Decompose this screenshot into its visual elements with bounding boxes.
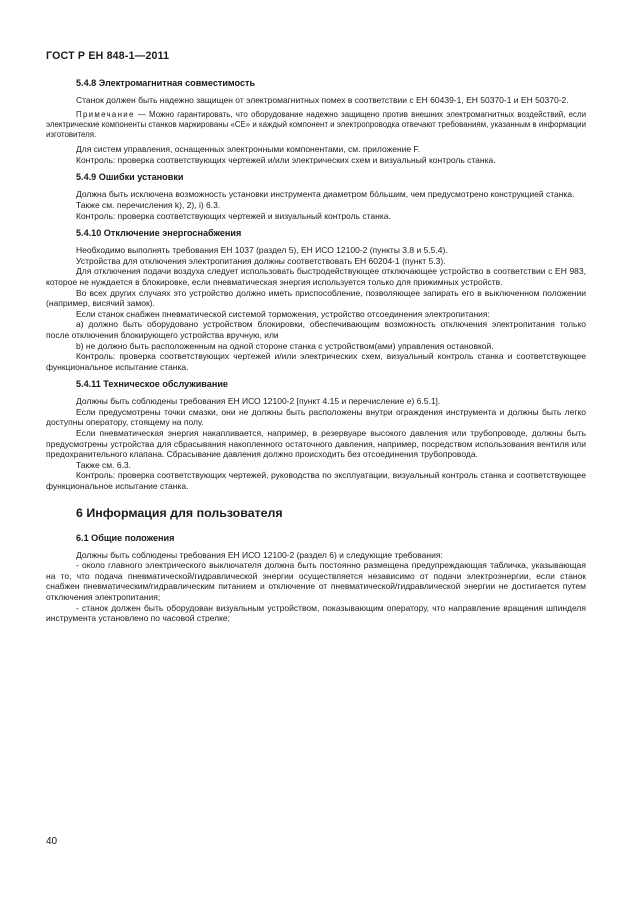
list-item: a) должно быть оборудовано устройством блокировки, обеспечивающим возможность отключения электропитания только после отключения блокирующего устройства вручную, или [46, 319, 586, 340]
note-paragraph [46, 110, 586, 141]
section-heading-6-1: 6.1 Общие положения [76, 532, 175, 543]
paragraph: Должны быть соблюдены требования ЕН ИСО 12100-2 (раздел 6) и следующие требования: [76, 549, 443, 560]
paragraph: Должна быть исключена возможность установки инструмента диаметром бо́льшим, чем предусмотрено конструкцией станка. [76, 189, 575, 200]
document-body [46, 78, 586, 624]
paragraph: Контроль: проверка соответствующих чертежей, руководства по эксплуатации, визуальный контроль станка и соответствующее функциональное испытание станка. [46, 470, 586, 492]
list-item: b) не должно быть расположенным на одной стороне станка с устройством(ами) управления остановкой. [76, 340, 494, 351]
note-text: — Можно гарантировать, что оборудование надежно защищено против внешних электромагнитных воздействий, если электрические компоненты станков маркированы «СЕ» и каждый компонент и электропроводка отвечают требованиям, указанным в информации изготовителя. [46, 109, 586, 139]
page-number: 40 [46, 836, 58, 847]
paragraph: Также см. перечисления k), 2), i) 6.3. [76, 199, 221, 210]
section-heading-5-4-8: 5.4.8 Электромагнитная совместимость [76, 78, 256, 88]
paragraph: Для систем управления, оснащенных электронными компонентами, см. приложение F. [76, 144, 421, 155]
list-item: - станок должен быть оборудован визуальным устройством, показывающим оператору, что направление вращения шпинделя инструмента установлено по часовой стрелке; [46, 602, 586, 624]
note-label: Примечание [76, 109, 135, 119]
section-title-6: 6 Информация для пользователя [76, 505, 283, 520]
paragraph: Необходимо выполнять требования ЕН 1037 (раздел 5), ЕН ИСО 12100-2 (пункты 3.8 и 5.5.4). [76, 245, 448, 256]
paragraph: Также см. 6.3. [76, 459, 132, 470]
list-item: - около главного электрического выключателя должна быть постоянно размещена предупреждающая табличка, указывающая на то, что подача пневматической/гидравлической энергии осуществляется независимо от подачи электроэнергии, если станок снабжен пневматическим/гидравлическим питанием и отключение от пневматической/гидравлической энергии не достигается путем отключения электропитания; [46, 560, 586, 603]
paragraph: Если станок снабжен пневматической системой торможения, устройство отсоединения электропитания: [76, 308, 490, 319]
paragraph: Должны быть соблюдены требования ЕН ИСО 12100-2 [пункт 4.15 и перечисление е) 6.5.1]. [76, 396, 441, 407]
paragraph: Для отключения подачи воздуха следует использовать быстродействующее отключающее устройство в соответствии с ЕН 983, которое не нуждается в блокировке, если пневматическая энергия используется только для прижимных устройств. [46, 266, 586, 287]
paragraph: Если пневматическая энергия накапливается, например, в резервуаре высокого давления или трубопроводе, должны быть предусмотрены устройства для сбрасывания накопленного остаточного давления, например, посредством использования вентиля или предохранительного клапана. Сбрасывание давления должно происходить без отсоединения трубопровода. [46, 428, 586, 460]
document-header: ГОСТ Р ЕН 848-1—2011 [46, 50, 170, 62]
paragraph: Контроль: проверка соответствующих чертежей и визуальный контроль станка. [76, 210, 391, 221]
paragraph: Во всех других случаях это устройство должно иметь приспособление, позволяющее запирать его в выключенном положении (например, висячий замок). [46, 287, 586, 309]
paragraph: Контроль: проверка соответствующих чертежей и/или электрических схем и визуальный контроль станка. [76, 154, 496, 165]
section-heading-5-4-11: 5.4.11 Техническое обслуживание [76, 379, 228, 390]
paragraph: Устройства для отключения электропитания должны соответствовать ЕН 60204-1 (пункт 5.3). [76, 255, 446, 266]
paragraph: Если предусмотрены точки смазки, они не должны быть расположены внутри ограждения инструмента и должны быть легко доступны оператору, стоящему на полу. [46, 406, 586, 428]
paragraph: Контроль: проверка соответствующих чертежей и/или электрических схем, визуальный контроль станка и соответствующее функциональное испытание станка. [46, 351, 586, 372]
paragraph: Станок должен быть надежно защищен от электромагнитных помех в соответствии с ЕН 60439-1, ЕН 50370-1 и ЕН 50370-2. [76, 95, 569, 105]
section-heading-5-4-10: 5.4.10 Отключение энергоснабжения [76, 228, 242, 239]
section-heading-5-4-9: 5.4.9 Ошибки установки [76, 172, 184, 183]
